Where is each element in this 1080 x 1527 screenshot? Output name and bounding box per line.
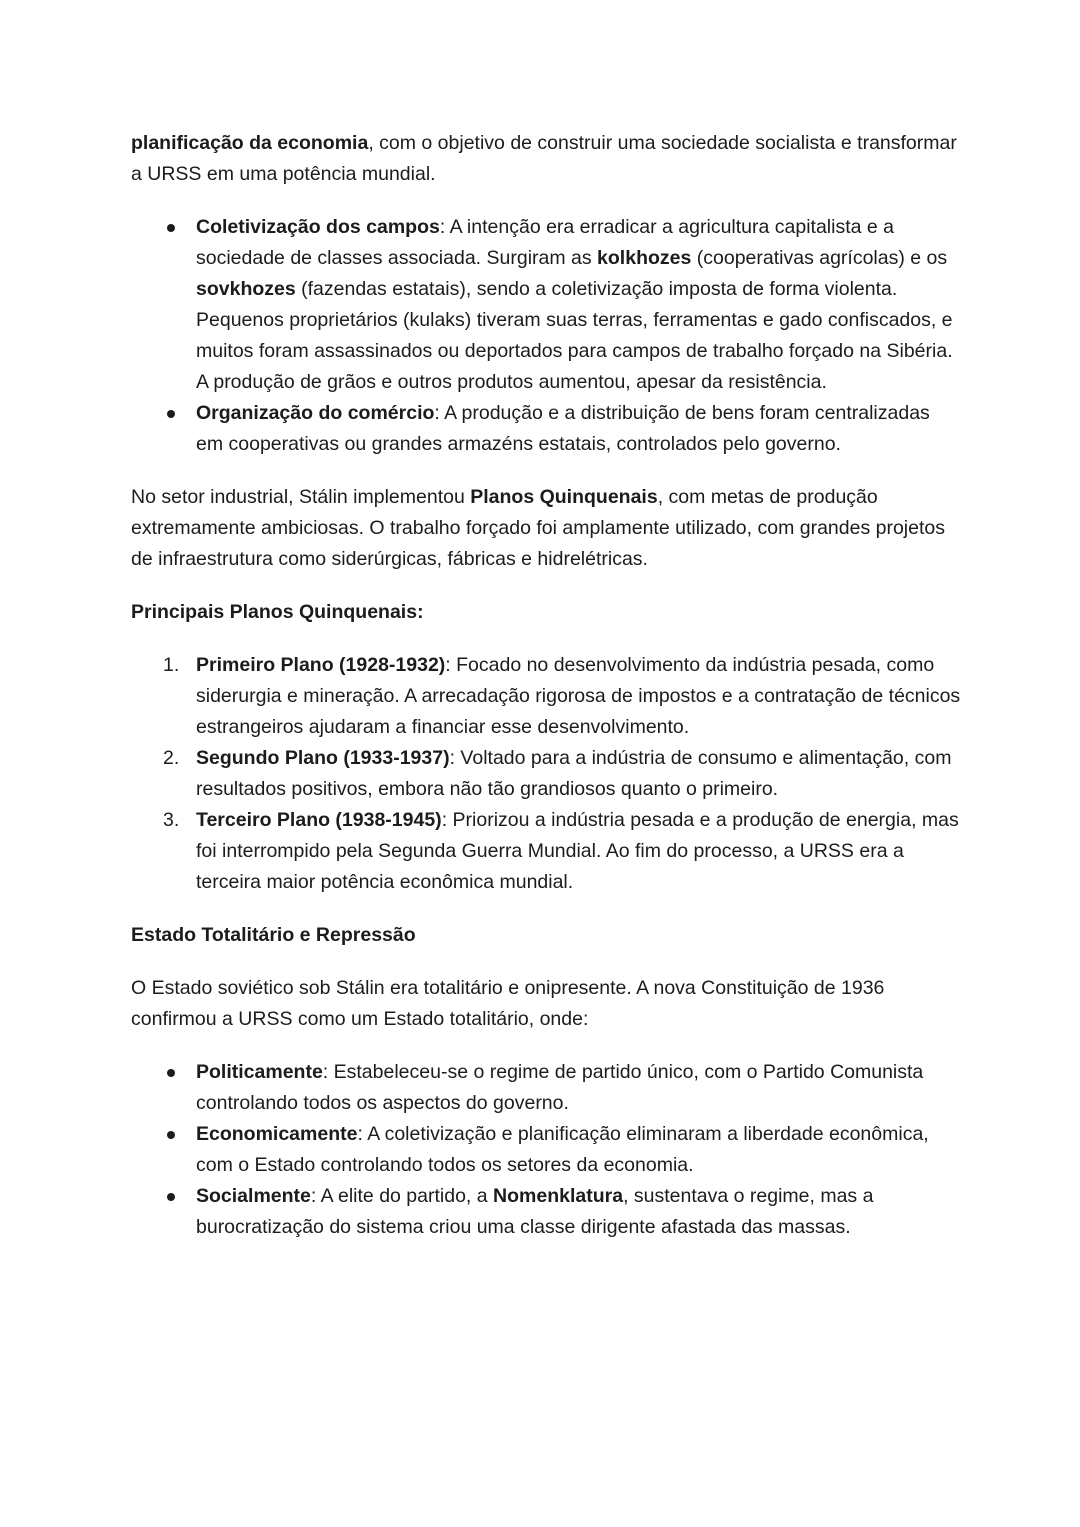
plan-title: Primeiro Plano (1928-1932) [196, 654, 446, 676]
list-item-politicamente [131, 1057, 961, 1119]
intro-text: , com o objetivo de construir uma sociedade socialista e transformar a URSS em uma potência mundial. [131, 132, 957, 185]
list-item-title: Organização do comércio [196, 402, 435, 424]
paragraph-text: No setor industrial, Stálin implementou [131, 486, 471, 508]
list-item-text: : A elite do partido, a [310, 1185, 494, 1207]
industry-paragraph [131, 482, 961, 575]
list-item-comercio [131, 398, 961, 460]
list-item-text: (fazendas estatais), sendo a coletivização imposta de forma violenta. Pequenos proprietários (kulaks) tiveram suas terras, ferramentas e gado confiscados, e muitos foram assassinados ou deportados para campos de trabalho forçado na Sibéria. A produção de grãos e outros produtos aumentou, apesar da resistência. [196, 278, 953, 393]
plan-text: : Focado no desenvolvimento da indústria pesada, como siderurgia e mineração. A arrecadação rigorosa de impostos e a contratação de técnicos estrangeiros ajudaram a financiar esse desenvolvimento. [196, 654, 961, 738]
list-item-economicamente [131, 1119, 961, 1181]
term-kolkhozes: kolkhozes [597, 247, 692, 269]
list-item-text: : A coletivização e planificação eliminaram a liberdade econômica, com o Estado controlando todos os setores da economia. [196, 1123, 929, 1176]
state-intro-paragraph: O Estado soviético sob Stálin era totalitário e onipresente. A nova Constituição de 1936 confirmou a URSS como um Estado totalitário, onde: [131, 977, 885, 1030]
intro-bold-term: planificação da economia [131, 132, 369, 154]
plan-item-2 [131, 743, 961, 805]
term-planos-quinquenais: Planos Quinquenais [470, 486, 658, 508]
list-item-text: (cooperativas agrícolas) e os [691, 247, 948, 269]
list-number: 1. [163, 654, 180, 676]
list-item-socialmente [131, 1181, 961, 1243]
plans-list [131, 650, 961, 898]
agriculture-list [131, 212, 961, 460]
term-nomenklatura: Nomenklatura [493, 1185, 624, 1207]
document-page [131, 128, 961, 1265]
section-heading: Estado Totalitário e Repressão [131, 924, 416, 946]
list-item-title: Socialmente [196, 1185, 311, 1207]
plan-item-3 [131, 805, 961, 898]
list-item-title: Economicamente [196, 1123, 358, 1145]
list-item-title: Coletivização dos campos [196, 216, 440, 238]
plans-heading: Principais Planos Quinquenais: [131, 601, 424, 623]
list-item-text: , sustentava o regime, mas a burocratização do sistema criou uma classe dirigente afastada das massas. [196, 1185, 874, 1238]
paragraph-text: , com metas de produção extremamente ambiciosas. O trabalho forçado foi amplamente utilizado, com grandes projetos de infraestrutura como siderúrgicas, fábricas e hidrelétricas. [131, 486, 945, 570]
list-item-title: Politicamente [196, 1061, 323, 1083]
plan-title: Terceiro Plano (1938-1945) [196, 809, 442, 831]
plan-text: : Priorizou a indústria pesada e a produção de energia, mas foi interrompido pela Segunda Guerra Mundial. Ao fim do processo, a URSS era a terceira maior potência econômica mundial. [196, 809, 959, 893]
list-item-text: : A intenção era erradicar a agricultura capitalista e a sociedade de classes associada. Surgiram as [196, 216, 895, 269]
list-number: 3. [163, 809, 180, 831]
plan-text: : Voltado para a indústria de consumo e alimentação, com resultados positivos, embora não tão grandiosos quanto o primeiro. [196, 747, 952, 800]
term-sovkhozes: sovkhozes [196, 278, 296, 300]
state-list [131, 1057, 961, 1243]
intro-paragraph [131, 128, 961, 190]
plan-item-1 [131, 650, 961, 743]
list-number: 2. [163, 747, 180, 769]
plan-title: Segundo Plano (1933-1937) [196, 747, 450, 769]
list-item-coletivizacao [131, 212, 961, 398]
list-item-text: : A produção e a distribuição de bens foram centralizadas em cooperativas ou grandes armazéns estatais, controlados pelo governo. [196, 402, 930, 455]
list-item-text: : Estabeleceu-se o regime de partido único, com o Partido Comunista controlando todos os aspectos do governo. [196, 1061, 924, 1114]
